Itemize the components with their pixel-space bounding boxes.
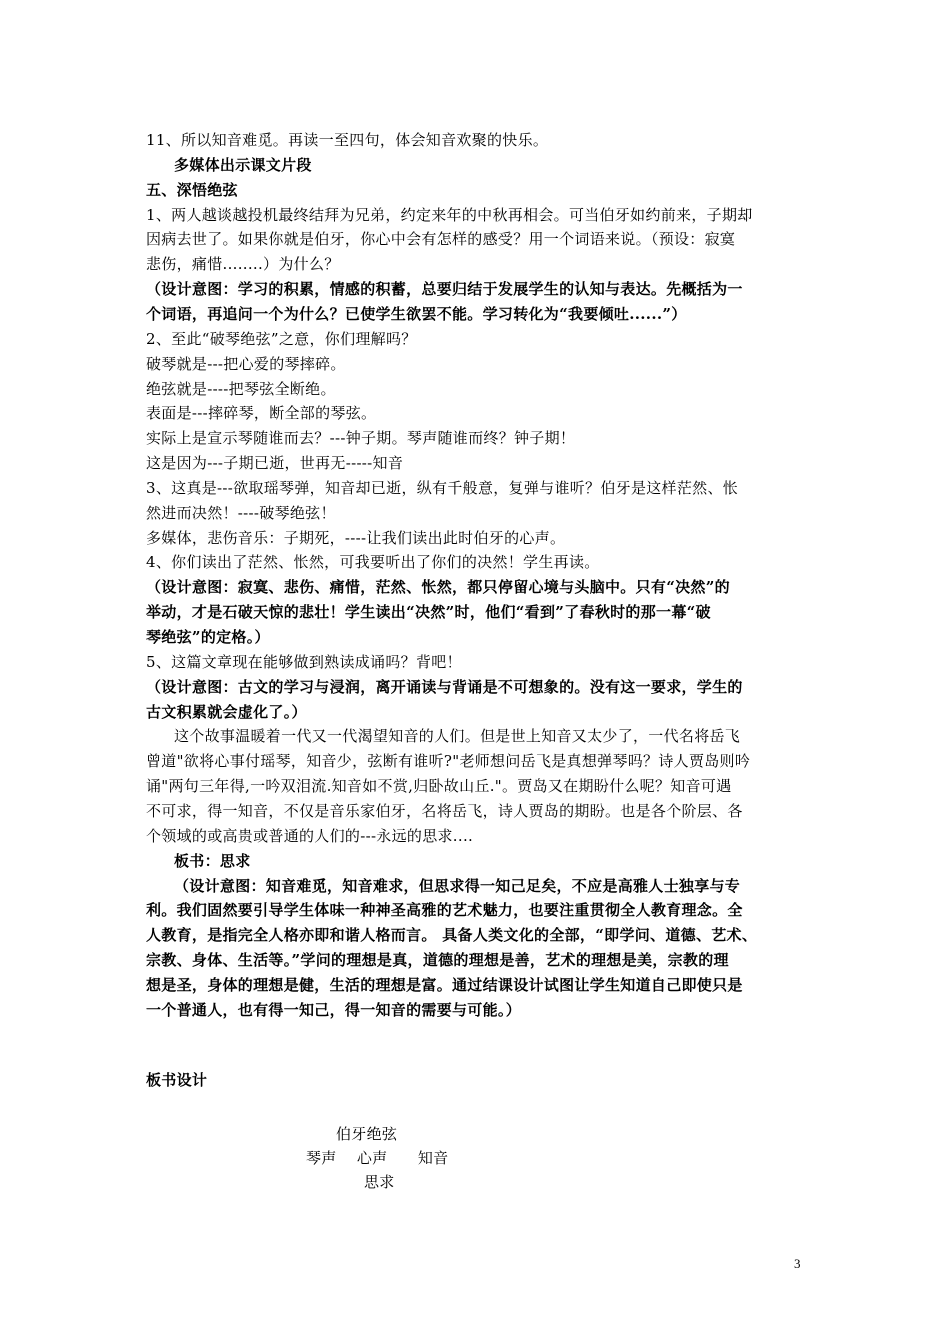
text-line: 五、深悟绝弦 (146, 181, 238, 199)
text-line: （设计意图：寂寞、悲伤、痛惜，茫然、怅然，都只停留心境与头脑中。只有“决然”的 (146, 578, 730, 596)
text-line: 板书：思求 (174, 852, 251, 870)
text-line: 一个普通人，也有得一知己，得一知音的需要与可能。） (146, 1001, 522, 1019)
page-number: 3 (794, 1256, 801, 1271)
text-line: 利。我们固然要引导学生体味一种神圣高雅的艺术魅力，也要注重贯彻全人教育理念。全 (146, 901, 743, 919)
text-line: 这是因为---子期已逝，世再无-----知音 (146, 454, 404, 472)
text-line: 诵"两句三年得,一吟双泪流.知音如不赏,归卧故山丘."。贾岛又在期盼什么呢？知音可遇 (146, 777, 732, 795)
text-line: 这个故事温暖着一代又一代渴望知音的人们。但是世上知音又太少了，一代名将岳飞 (174, 727, 741, 745)
board-title: 伯牙绝弦 (336, 1125, 398, 1143)
text-line: 然进而决然！----破琴绝弦！ (146, 504, 336, 522)
text-line: 绝弦就是----把琴弦全断绝。 (146, 380, 336, 398)
board-row: 琴声 心声 知音 (306, 1149, 449, 1167)
text-line: 人教育，是指完全人格亦即和谐人格而言。 具备人类文化的全部，“即学问、道德、艺术、 (146, 926, 758, 944)
text-line: （设计意图：古文的学习与浸润，离开诵读与背诵是不可想象的。没有这一要求，学生的 (146, 678, 743, 696)
text-line: 古文积累就会虚化了。） (146, 703, 307, 721)
text-line: 5、这篇文章现在能够做到熟读成诵吗？背吧！ (146, 653, 462, 671)
text-line: 多媒体，悲伤音乐：子期死，----让我们读出此时伯牙的心声。 (146, 529, 566, 547)
text-line: 想是圣，身体的理想是健，生活的理想是富。通过结课设计试图让学生知道自己即使只是 (146, 976, 743, 994)
text-line: 悲伤，痛惜........）为什么？ (146, 255, 340, 273)
text-line: 不可求，得一知音，不仅是音乐家伯牙，名将岳飞，诗人贾岛的期盼。也是各个阶层、各 (146, 802, 743, 820)
text-line: 3、这真是---欲取瑶琴弹，知音却已逝，纵有千般意，复弹与谁听？伯牙是这样茫然、怅 (146, 479, 739, 497)
text-line: 个词语，再追问一个为什么？已使学生欲罢不能。学习转化为“我要倾吐......”） (146, 305, 687, 323)
text-line: 1、两人越谈越投机最终结拜为兄弟，约定来年的中秋再相会。可当伯牙如约前来，子期却 (146, 206, 753, 224)
text-line: 因病去世了。如果你就是伯牙，你心中会有怎样的感受？用一个词语来说。（预设：寂寞 (146, 230, 736, 248)
text-line: （设计意图：知音难觅，知音难求，但思求得一知己足矣，不应是高雅人士独享与专 (174, 877, 741, 895)
text-line: 琴绝弦”的定格。） (146, 628, 270, 646)
text-line: 实际上是宣示琴随谁而去？---钟子期。琴声随谁而终？钟子期！ (146, 429, 576, 447)
text-line: 4、你们读出了茫然、怅然，可我要听出了你们的决然！学生再读。 (146, 553, 600, 571)
text-line: 宗教、身体、生活等。”学问的理想是真，道德的理想是善，艺术的理想是美，宗教的理 (146, 951, 729, 969)
text-line: 曾道"欲将心事付瑶琴，知音少，弦断有谁听?"老师想问岳飞是真想弹琴吗？诗人贾岛则吟 (146, 752, 751, 770)
text-line: 表面是---摔碎琴，断全部的琴弦。 (146, 404, 377, 422)
text-line: 多媒体出示课文片段 (174, 156, 312, 174)
text-line: 个领域的或高贵或普通的人们的---永远的思求.... (146, 827, 474, 845)
board-bottom: 思求 (364, 1173, 395, 1191)
text-line: 11、所以知音难觅。再读一至四句，体会知音欢聚的快乐。 (146, 131, 549, 149)
text-line: 举动，才是石破天惊的悲壮！学生读出“决然”时，他们“看到”了春秋时的那一幕“破 (146, 603, 711, 621)
text-line: （设计意图：学习的积累，情感的积蓄，总要归结于发展学生的认知与表达。先概括为一 (146, 280, 743, 298)
text-line: 2、至此“破琴绝弦”之意，你们理解吗？ (146, 330, 417, 348)
text-line: 破琴就是---把心爱的琴摔碎。 (146, 355, 346, 373)
board-design-heading: 板书设计 (146, 1071, 208, 1089)
